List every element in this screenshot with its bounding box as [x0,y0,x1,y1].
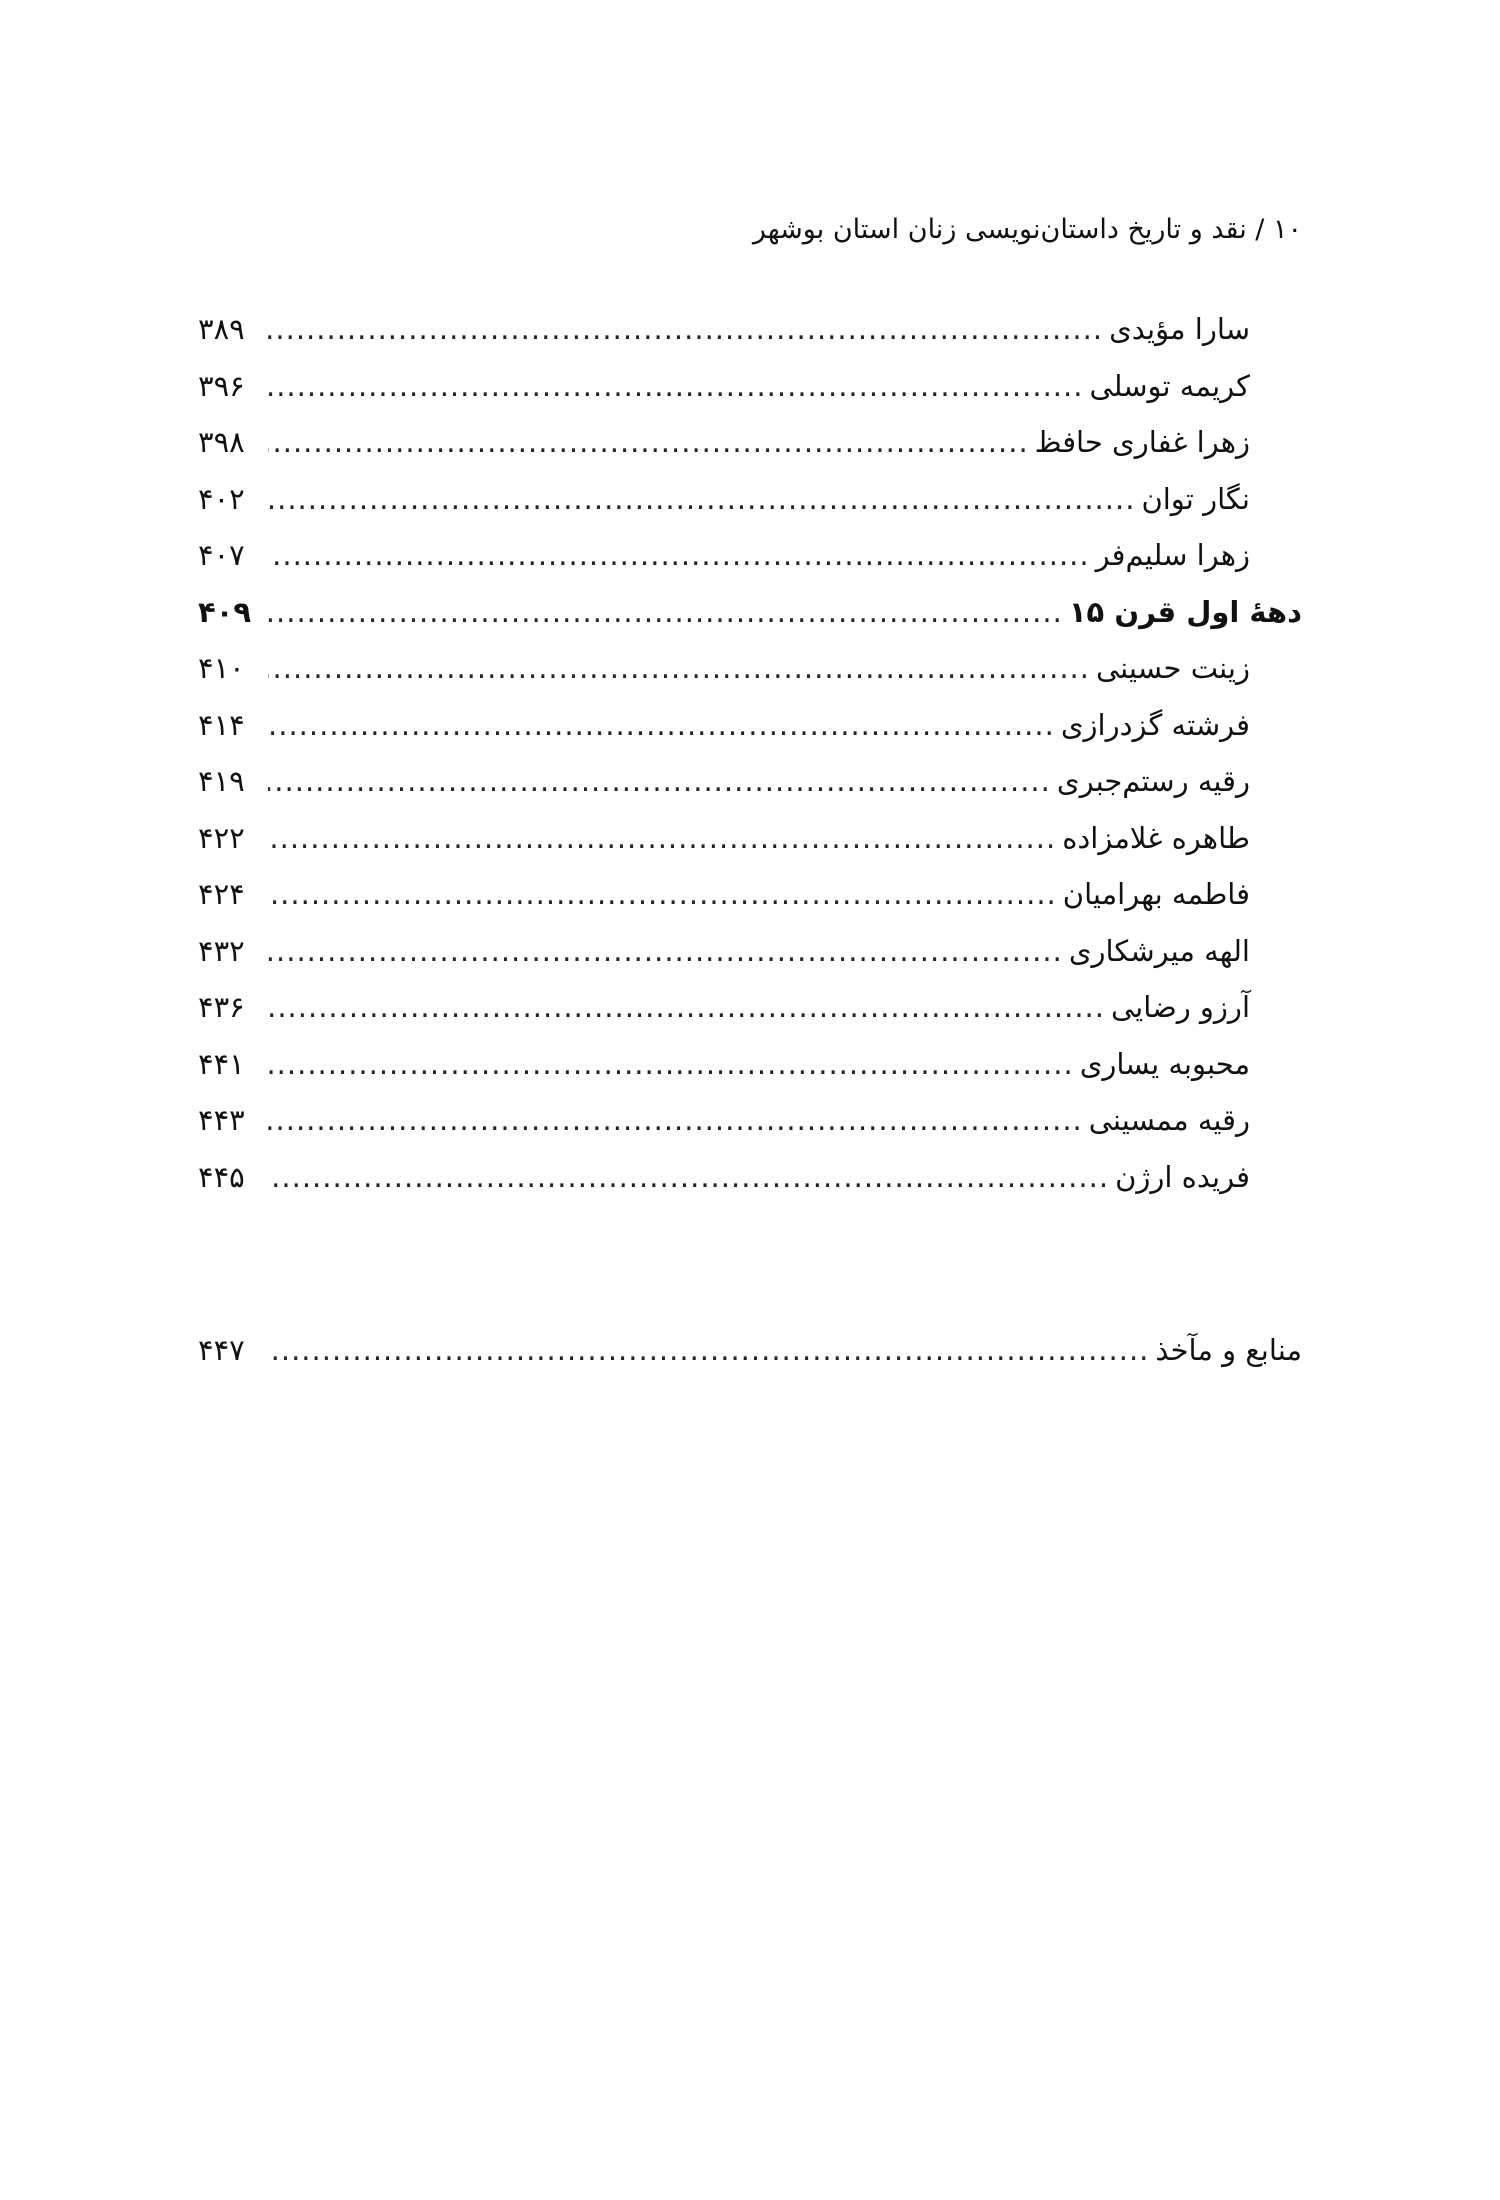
toc-entry-title: زهرا غفاری حافظ [1034,425,1250,459]
dot-leader [268,640,1090,697]
dot-leader [268,753,1051,810]
toc-entry-page: ۴۱۰ [198,651,245,685]
dot-leader [268,810,1056,867]
dot-leader [268,697,1055,754]
toc-entry-title: فریده ارژن [1115,1159,1250,1194]
dot-leader [268,584,1063,641]
toc-entry [198,979,1302,1036]
toc-entry [198,414,1302,471]
toc-entry-title: فرشته گزدرازی [1060,707,1250,742]
dot-leader [268,1036,1074,1093]
toc-entry-title: رقیه ممسینی [1088,1103,1250,1137]
toc-section-heading [198,584,1302,641]
dot-leader [268,1092,1083,1149]
toc-section-title: دههٔ اول قرن ۱۵ [1068,594,1302,629]
toc-entry-page: ۴۳۶ [198,990,245,1024]
toc-entry-title: طاهره غلامزاده [1062,820,1250,855]
toc-section-page: ۴۰۹ [198,594,252,629]
toc-entry [198,471,1302,528]
toc-entry [198,923,1302,980]
toc-entry-title: رقیه رستم‌جبری [1056,764,1250,798]
dot-leader [268,358,1083,415]
toc-entry-page: ۴۳۲ [198,933,245,968]
table-of-contents [198,301,1302,1205]
toc-entry-page: ۴۴۵ [198,1159,245,1194]
toc-entry-page: ۴۲۲ [198,820,245,855]
toc-entry-title: نگار توان [1141,481,1250,516]
toc-entry-page: ۴۱۴ [198,707,245,742]
toc-entry-title: کریمه توسلی [1089,368,1250,403]
toc-entry-title: محبوبه یساری [1079,1046,1250,1081]
toc-entry-title: سارا مؤیدی [1109,312,1250,346]
running-head: ۱۰ / نقد و تاریخ داستان‌نویسی زنان استان بوشهر [752,214,1302,245]
toc-entry-page: ۳۹۸ [198,425,245,459]
toc-entry-page: ۴۰۲ [198,481,245,516]
toc-entry-page: ۴۴۳ [198,1103,245,1137]
references-page: ۴۴۷ [198,1333,245,1367]
references-title: منابع و مآخذ [1155,1333,1302,1367]
toc-entry [198,810,1302,867]
dot-leader [268,414,1029,471]
references-section [198,1322,1302,1379]
toc-entry-title: الهه میرشکاری [1068,933,1250,968]
dot-leader [268,471,1135,528]
toc-entry-title: زهرا سلیم‌فر [1095,538,1250,572]
toc-entry-page: ۴۰۷ [198,538,245,572]
dot-leader [268,923,1063,980]
toc-entry [198,753,1302,810]
toc-entry-page: ۳۸۹ [198,312,245,346]
toc-entry-page: ۳۹۶ [198,368,245,403]
toc-entry [198,301,1302,358]
toc-entry [198,1092,1302,1149]
dot-leader [268,1149,1109,1206]
toc-references-entry [198,1322,1302,1379]
toc-entry [198,697,1302,754]
dot-leader [268,301,1103,358]
toc-entry-page: ۴۱۹ [198,764,245,798]
toc-entry [198,527,1302,584]
toc-entry [198,358,1302,415]
toc-entry-page: ۴۴۱ [198,1046,245,1081]
dot-leader [268,527,1090,584]
toc-entry-title: زینت حسینی [1096,651,1250,685]
toc-entry-page: ۴۲۴ [198,877,245,911]
toc-entry [198,866,1302,923]
toc-entry-title: آرزو رضایی [1111,990,1250,1024]
toc-entry [198,640,1302,697]
toc-entry [198,1149,1302,1206]
dot-leader [268,866,1057,923]
toc-entry [198,1036,1302,1093]
dot-leader [268,979,1105,1036]
dot-leader [268,1322,1149,1379]
toc-entry-title: فاطمه بهرامیان [1062,877,1250,911]
